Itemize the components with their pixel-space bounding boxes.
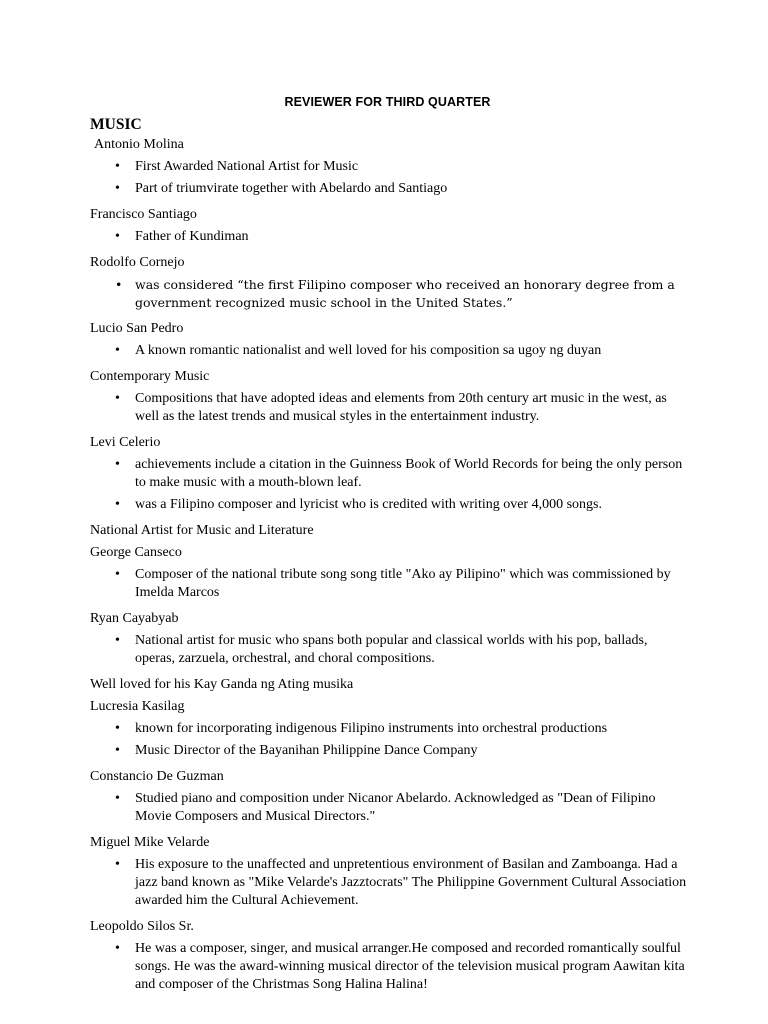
entry-name: Lucio San Pedro [90,321,184,336]
bullet-item: • Compositions that have adopted ideas and elements from 20th century art music in the west, as well as the latest trends and musical styles in the entertainment industry. [90,390,690,430]
entry-name: National Artist for Music and Literature [90,523,314,538]
entry-list [90,136,690,1002]
bullet-item: • known for incorporating indigenous Filipino instruments into orchestral productions [90,720,690,742]
bullet-list [90,228,690,254]
entry-name: Lucresia Kasilag [90,699,185,714]
entry-name: Constancio De Guzman [90,769,224,784]
entry-name: Francisco Santiago [90,207,197,222]
bullet-list [90,720,690,768]
bullet-item: • His exposure to the unaffected and unpretentious environment of Basilan and Zamboanga. Had a jazz band known as "Mike Velarde's Jazztocrats" The Philippine Government Cultural Association awarded him the Cultural Achievement. [90,856,690,914]
bullet-item: • achievements include a citation in the Guinness Book of World Records for being the only person to make music with a mouth-blown leaf. [90,456,690,496]
entry-name: Leopoldo Silos Sr. [90,919,194,934]
bullet-item: • National artist for music who spans both popular and classical worlds with his pop, ballads, operas, zarzuela, orchestral, and choral compositions. [90,632,690,672]
bullet-list [90,456,690,522]
entry-name: Well loved for his Kay Ganda ng Ating musika [90,677,354,692]
bullet-list [90,276,690,320]
entry-name: Contemporary Music [90,369,210,384]
bullet-item: • Studied piano and composition under Nicanor Abelardo. Acknowledged as "Dean of Filipino Movie Composers and Musical Directors." [90,790,690,830]
section-heading-music: MUSIC [90,116,142,133]
bullet-list [90,790,690,834]
entry-name: Rodolfo Cornejo [90,255,185,270]
bullet-list [90,566,690,610]
bullet-item: • Music Director of the Bayanihan Philippine Dance Company [90,742,690,764]
entry-name: Miguel Mike Velarde [90,835,210,850]
bullet-list [90,158,690,206]
document-title: REVIEWER FOR THIRD QUARTER [284,95,491,109]
bullet-item: • He was a composer, singer, and musical arranger.He composed and recorded romantically soulful songs. He was the award-winning musical director of the television musical program Aawitan kita and composer of the Christmas Song Halina Halina! [90,940,690,998]
bullet-list [90,390,690,434]
document-body [90,115,690,1002]
entry-name: George Canseco [90,545,182,560]
bullet-list [90,856,690,918]
entry-name: Levi Celerio [90,435,161,450]
bullet-item: • First Awarded National Artist for Music [90,158,690,180]
bullet-item: • A known romantic nationalist and well loved for his composition sa ugoy ng duyan [90,342,690,364]
bullet-item: • Part of triumvirate together with Abelardo and Santiago [90,180,690,202]
bullet-item: • was a Filipino composer and lyricist who is credited with writing over 4,000 songs. [90,496,690,518]
bullet-item: • was considered “the first Filipino composer who received an honorary degree from a government recognized music school in the United States.” [90,276,690,316]
bullet-list [90,940,690,1002]
bullet-item: • Composer of the national tribute song song title "Ako ay Pilipino" which was commissioned by Imelda Marcos [90,566,690,606]
entry-name: Antonio Molina [94,137,184,152]
bullet-list [90,632,690,676]
entry-name: Ryan Cayabyab [90,611,179,626]
bullet-list [90,342,690,368]
bullet-item: • Father of Kundiman [90,228,690,250]
